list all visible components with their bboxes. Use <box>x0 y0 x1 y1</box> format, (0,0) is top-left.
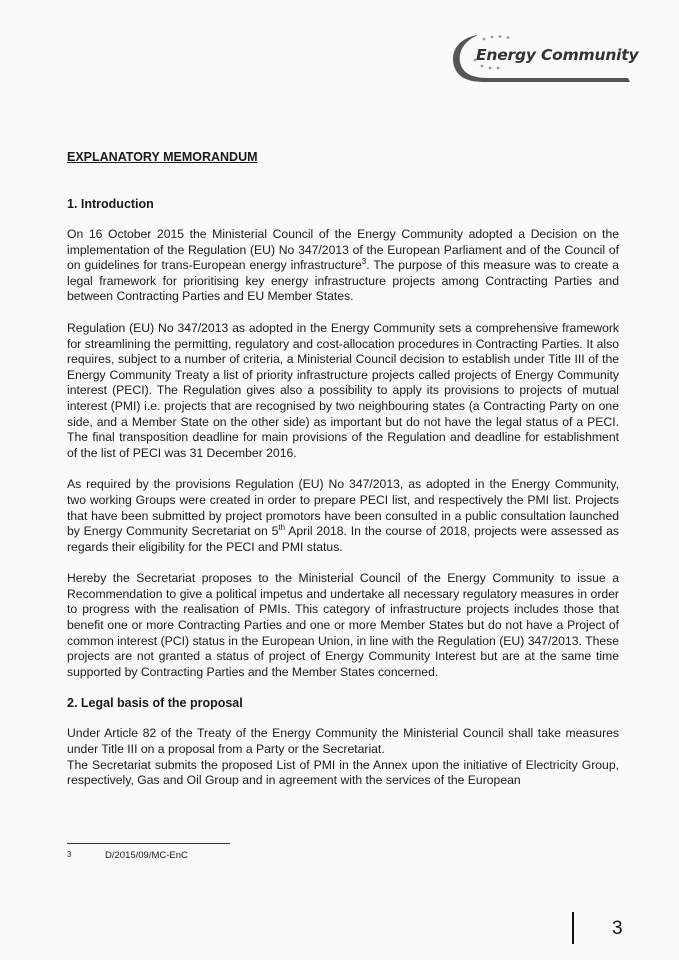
footnote-reference[interactable]: 3 <box>361 257 367 267</box>
page-number: 3 <box>612 918 623 939</box>
memo-title: EXPLANATORY MEMORANDUM <box>67 150 258 164</box>
paragraph-intro-4: Hereby the Secretariat proposes to the Ministerial Council of the Energy Community to issue a Recommendation to give a political impetus and undertake all necessary regulatory measures in order to progress with the realisation of PMIs. This category of infrastructure projects includes those that benefit one or more Contracting Parties and one or more Member States but do not have a Project of common interest (PCI) status in the European Union, in line with the Regulation (EU) 347/2013. These projects are not granted a status of project of Energy Community Interest but are at the same time supported by Contracting Parties and the Member States concerned. <box>67 571 619 679</box>
paragraph-intro-1: On 16 October 2015 the Ministerial Council of the Energy Community adopted a Decision on the implementation of the Regulation (EU) No 347/2013 of the European Parliament and of the Council of on guidelines for trans-European energy infrastructure$^3$. The purpose of this measure was to create a legal framework for prioritising key energy infrastructure projects among Contracting Parties and between Contracting Parties and EU Member States. <box>67 227 619 304</box>
footnote <box>67 850 188 861</box>
footnote-text: D/2015/09/MC-EnC <box>105 850 188 861</box>
section-heading-introduction: 1. Introduction <box>67 197 154 211</box>
paragraph-legal-basis-1: Under Article 82 of the Treaty of the Energy Community the Ministerial Council shall take measures under Title III on a proposal from a Party or the Secretariat. <box>67 726 619 757</box>
paragraph-intro-2: Regulation (EU) No 347/2013 as adopted in the Energy Community sets a comprehensive framework for streamlining the permitting, regulatory and cost-allocation procedures in Contracting Parties. It also requires, subject to a number of criteria, a Ministerial Council decision to establish under Title III of the Energy Community Treaty a list of priority infrastructure projects called projects of Energy Community interest (PECI). The Regulation gives also a possibility to apply its provisions to projects of mutual interest (PMI) i.e. projects that are recognised by two neighbouring states (a Contracting Party on one side, and a Member State on the other side) as important but do not have the legal status of a PECI. The final transposition deadline for main provisions of the Regulation and deadline for establishment of the list of PECI was 31 December 2016. <box>67 320 619 460</box>
energy-community-logo <box>448 30 638 90</box>
paragraph-intro-3: As required by the provisions Regulation (EU) No 347/2013, as adopted in the Energy Community, two working Groups were created in order to prepare PECI list, and respectively the PMI list. Projects that have been submitted by project promotors have been consulted in a public consultation launched by Energy Community Secretariat on 5th April 2018. In the course of 2018, projects were assessed as regards their eligibility for the PECI and PMI status. <box>67 477 619 554</box>
footnote-number: 3 <box>67 850 72 859</box>
section-heading-legal-basis: 2. Legal basis of the proposal <box>67 696 243 711</box>
footnote-divider <box>67 843 230 844</box>
paragraph-legal-basis-2: The Secretariat submits the proposed List of PMI in the Annex upon the initiative of Electricity Group, respectively, Gas and Oil Group and in agreement with the services of the European <box>67 757 619 788</box>
page-number-divider <box>572 912 574 944</box>
document-body <box>67 150 619 805</box>
logo-text: Energy Community <box>476 46 639 64</box>
